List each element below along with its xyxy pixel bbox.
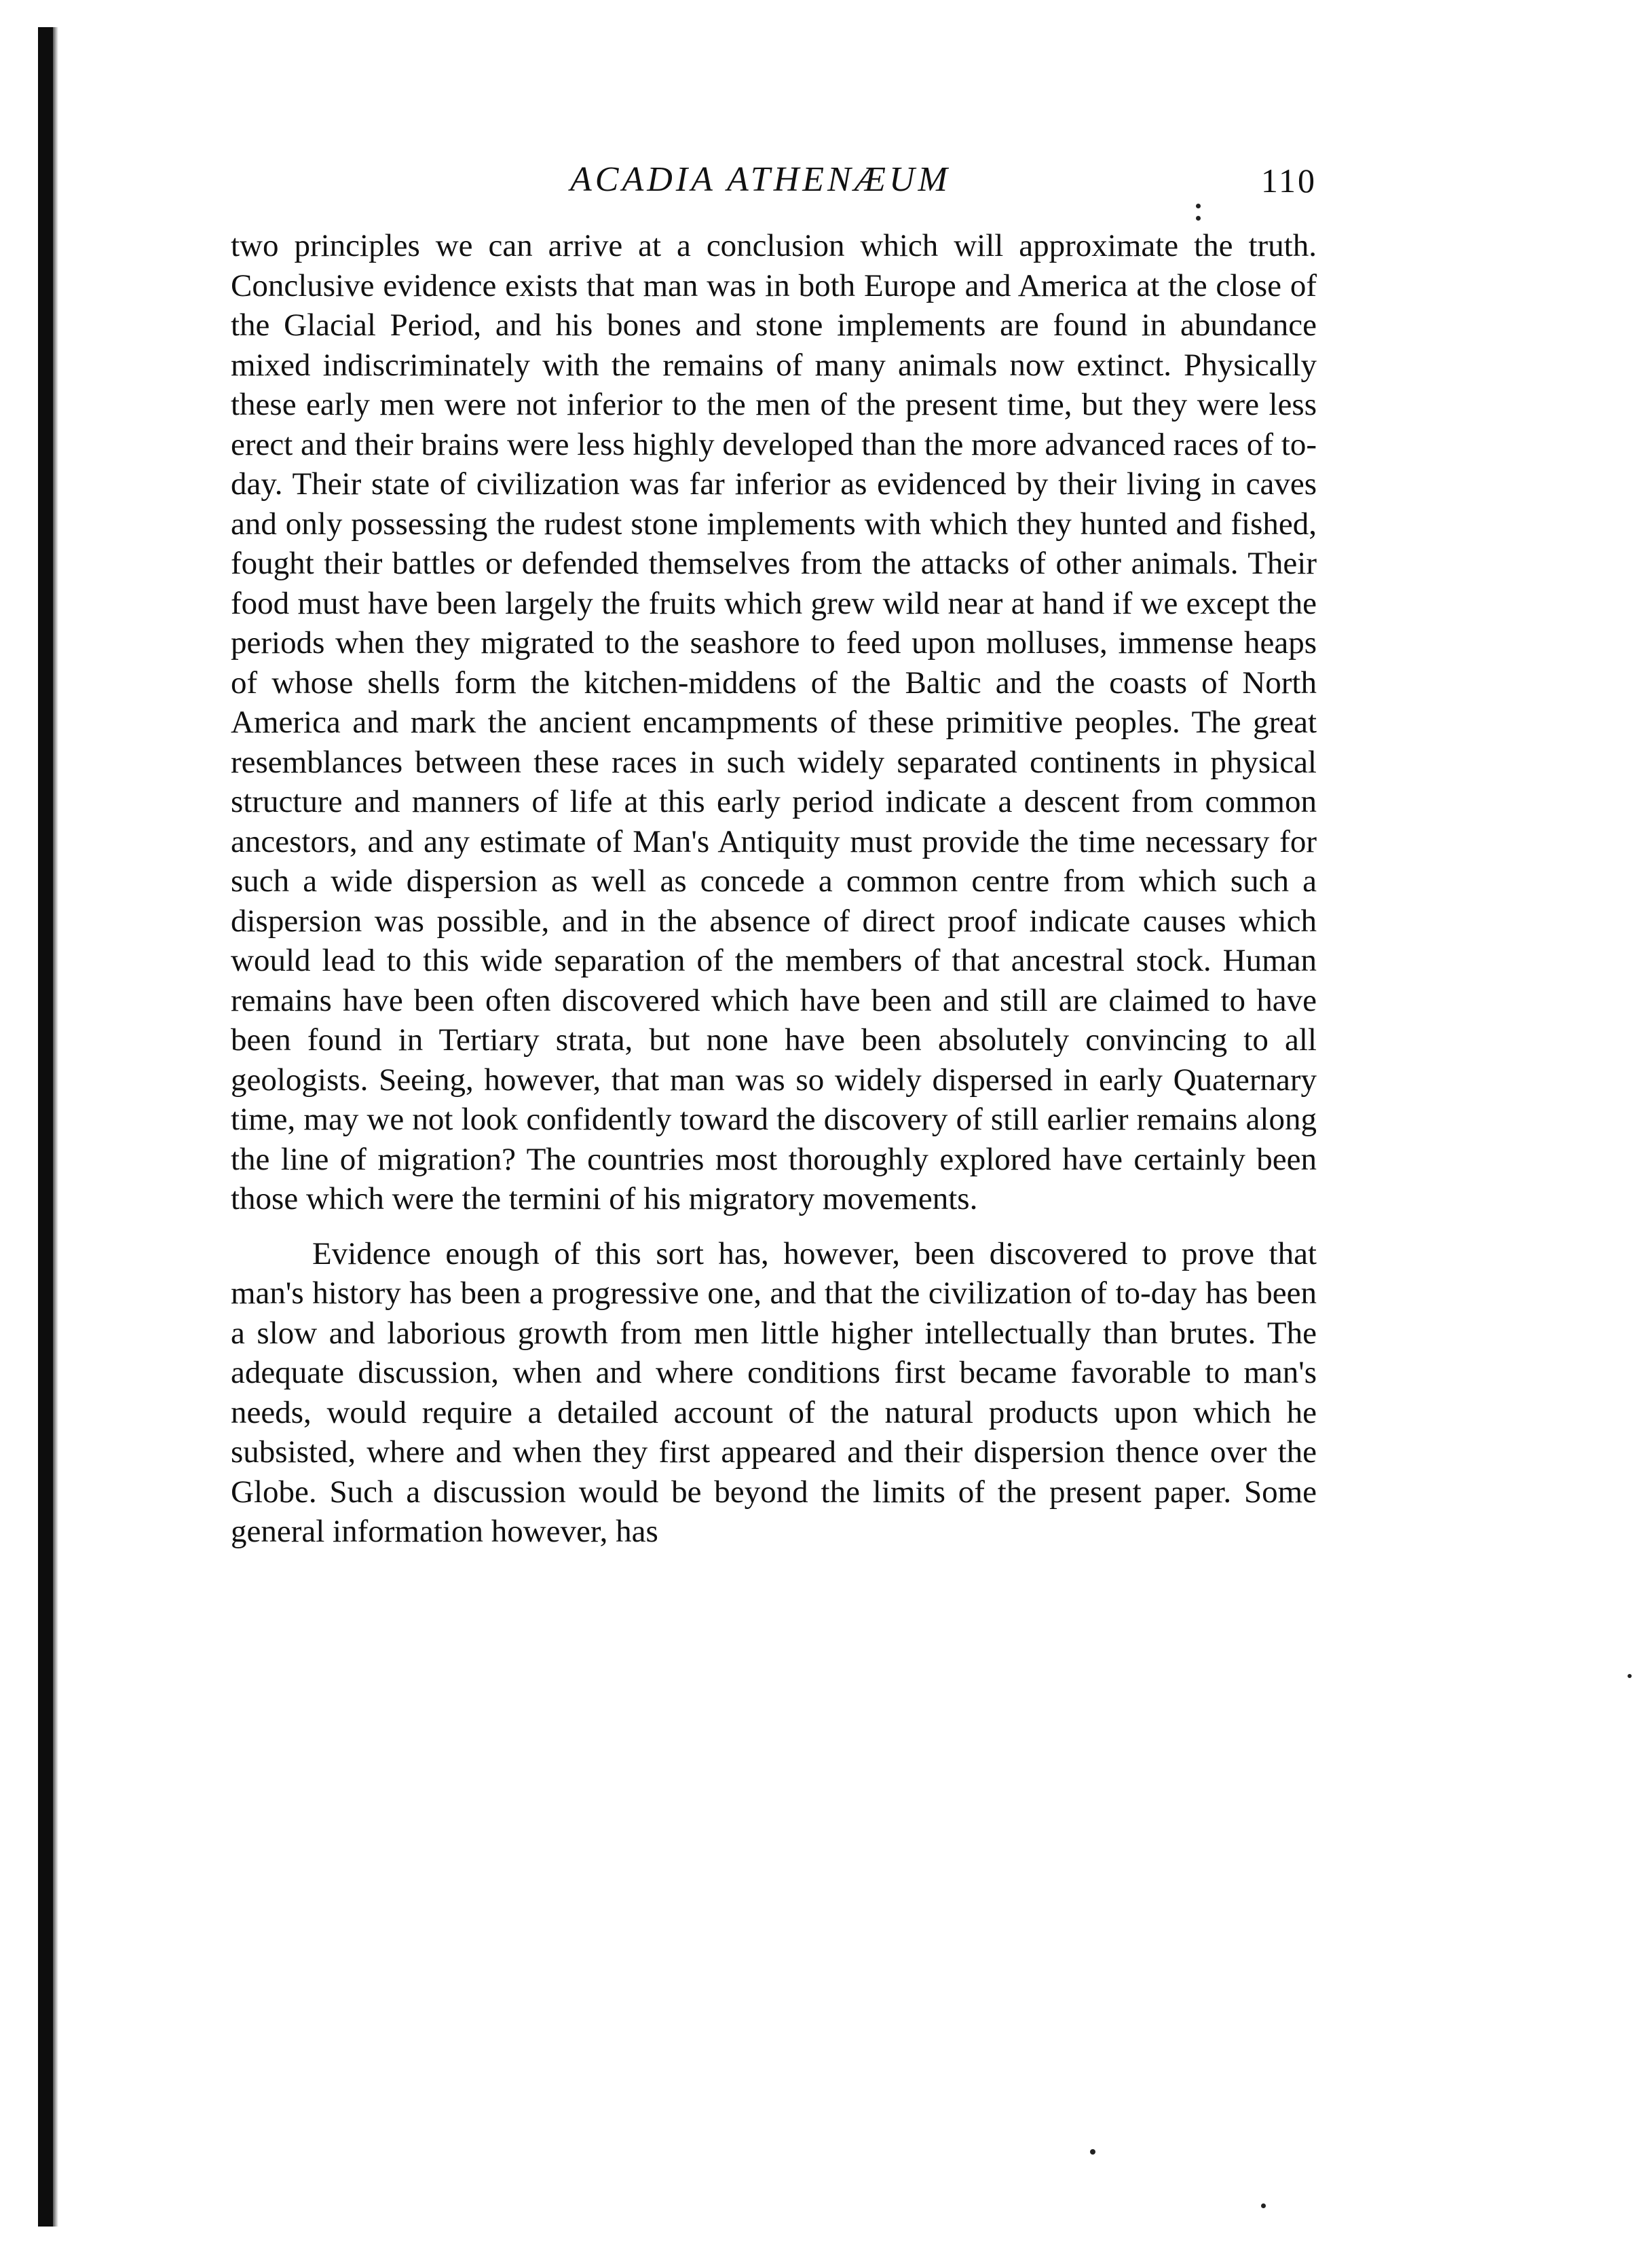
page-binding-shadow — [53, 27, 58, 2227]
print-speck — [1628, 1674, 1632, 1678]
print-speck — [1196, 216, 1201, 221]
running-title: ACADIA ATHENÆUM — [570, 160, 951, 199]
print-speck — [1196, 204, 1201, 208]
page-binding-edge — [38, 27, 53, 2227]
paragraph: Evidence enough of this sort has, however, been discovered to prove that man's history has been a progressive one, and that the civilization of to-day has been a slow and laborious growth from men little higher intellectually than brutes. The adequate discussion, when and where conditions first became favorable to man's needs, would require a detailed account of the natural products upon which he subsisted, where and when they first appeared and their dispersion thence over the Globe. Such a discussion would be beyond the limits of the present paper. Some general information however, has — [231, 1235, 1317, 1549]
print-speck — [1090, 2149, 1095, 2155]
page-header — [231, 160, 1317, 214]
paragraph: two principles we can arrive at a conclusion which will approximate the truth. Conclusive evidence exists that man was in both Europe and America at the close of the Glacial Period, and his bones and stone implements are found in abundance mixed indiscriminately with the remains of many animals now extinct. Physically these early men were not inferior to the men of the present time, but they were less erect and their brains were less highly developed than the more advanced races of to-day. Their state of civilization was far inferior as evidenced by their living in caves and only possessing the rudest stone implements with which they hunted and fished, fought their battles or defended themselves from the attacks of other animals. Their food must have been largely the fruits which grew wild near at hand if we except the periods when they migrated to the seashore to feed upon molluses, immense heaps of whose shells form the kitchen-middens of the Baltic and the coasts of North America and mark the ancient encampments of these primitive peoples. The great resemblances between these races in such widely separated continents in physical structure and manners of life at this early period indicate a descent from common ancestors, and any estimate of Man's Antiquity must provide the time necessary for such a wide dispersion as well as concede a common centre from which such a dispersion was possible, and in the absence of direct proof indicate causes which would lead to this wide separation of the members of that ancestral stock. Human remains have been often discovered which have been and still are claimed to have been found in Tertiary strata, but none have been absolutely convincing to all geologists. Seeing, however, that man was so widely dispersed in early Quaternary time, may we not look confidently toward the discovery of still earlier remains along the line of migration? The countries most thoroughly explored have certainly been those which were the termini of his migratory movements. — [231, 228, 1317, 1216]
page-number: 110 — [1260, 162, 1317, 200]
body-text — [231, 226, 1317, 1552]
print-speck — [1261, 2203, 1266, 2208]
